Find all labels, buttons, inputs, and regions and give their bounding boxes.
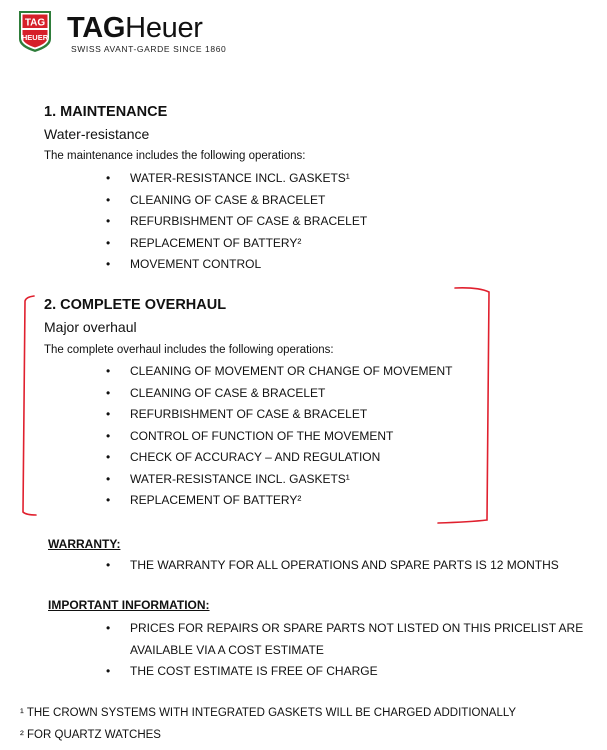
- list-item: • CLEANING OF CASE & BRACELET: [106, 190, 367, 212]
- maintenance-title: 1. MAINTENANCE: [44, 104, 168, 120]
- list-item: • WATER-RESISTANCE INCL. GASKETS¹: [106, 469, 452, 491]
- important-heading: IMPORTANT INFORMATION:: [48, 598, 210, 612]
- list-item: • MOVEMENT CONTROL: [106, 254, 367, 276]
- footnote-2: ² FOR QUARTZ WATCHES: [20, 729, 161, 741]
- list-item: • REPLACEMENT OF BATTERY²: [106, 490, 452, 512]
- warranty-list: [106, 555, 559, 577]
- tag-heuer-shield-icon: [17, 9, 53, 53]
- list-item: • CLEANING OF MOVEMENT OR CHANGE OF MOVEMENT: [106, 361, 452, 383]
- overhaul-subtitle: Major overhaul: [44, 319, 137, 335]
- brand-name-bold: TAG: [67, 12, 126, 44]
- list-item: • CONTROL OF FUNCTION OF THE MOVEMENT: [106, 426, 452, 448]
- brand-tagline: SWISS AVANT-GARDE SINCE 1860: [71, 44, 227, 54]
- maintenance-list: [106, 168, 367, 276]
- list-item: • PRICES FOR REPAIRS OR SPARE PARTS NOT LISTED ON THIS PRICELIST ARE AVAILABLE VIA A COST ESTIMATE: [106, 617, 584, 661]
- left-bracket-mark: [23, 296, 36, 515]
- list-item: • THE WARRANTY FOR ALL OPERATIONS AND SPARE PARTS IS 12 MONTHS: [106, 555, 559, 577]
- brand-logo: [17, 9, 237, 57]
- overhaul-intro: The complete overhaul includes the following operations:: [44, 344, 334, 356]
- brand-name-regular: Heuer: [125, 12, 203, 44]
- maintenance-intro: The maintenance includes the following operations:: [44, 150, 306, 162]
- list-item: • CLEANING OF CASE & BRACELET: [106, 383, 452, 405]
- list-item: • REPLACEMENT OF BATTERY²: [106, 233, 367, 255]
- footnote-1: ¹ THE CROWN SYSTEMS WITH INTEGRATED GASKETS WILL BE CHARGED ADDITIONALLY: [20, 707, 517, 719]
- list-item: • REFURBISHMENT OF CASE & BRACELET: [106, 404, 452, 426]
- list-item: • WATER-RESISTANCE INCL. GASKETS¹: [106, 168, 367, 190]
- list-item: • THE COST ESTIMATE IS FREE OF CHARGE: [106, 661, 584, 683]
- list-item: • REFURBISHMENT OF CASE & BRACELET: [106, 211, 367, 233]
- overhaul-title: 2. COMPLETE OVERHAUL: [44, 297, 227, 313]
- list-item: • CHECK OF ACCURACY – AND REGULATION: [106, 447, 452, 469]
- warranty-heading: WARRANTY:: [48, 537, 121, 551]
- brand-name: [67, 13, 203, 43]
- important-list: [106, 617, 584, 683]
- maintenance-subtitle: Water-resistance: [44, 126, 150, 142]
- overhaul-list: [106, 361, 452, 512]
- shield-text-bottom: HEUER: [21, 33, 49, 42]
- shield-text-top: TAG: [24, 17, 46, 29]
